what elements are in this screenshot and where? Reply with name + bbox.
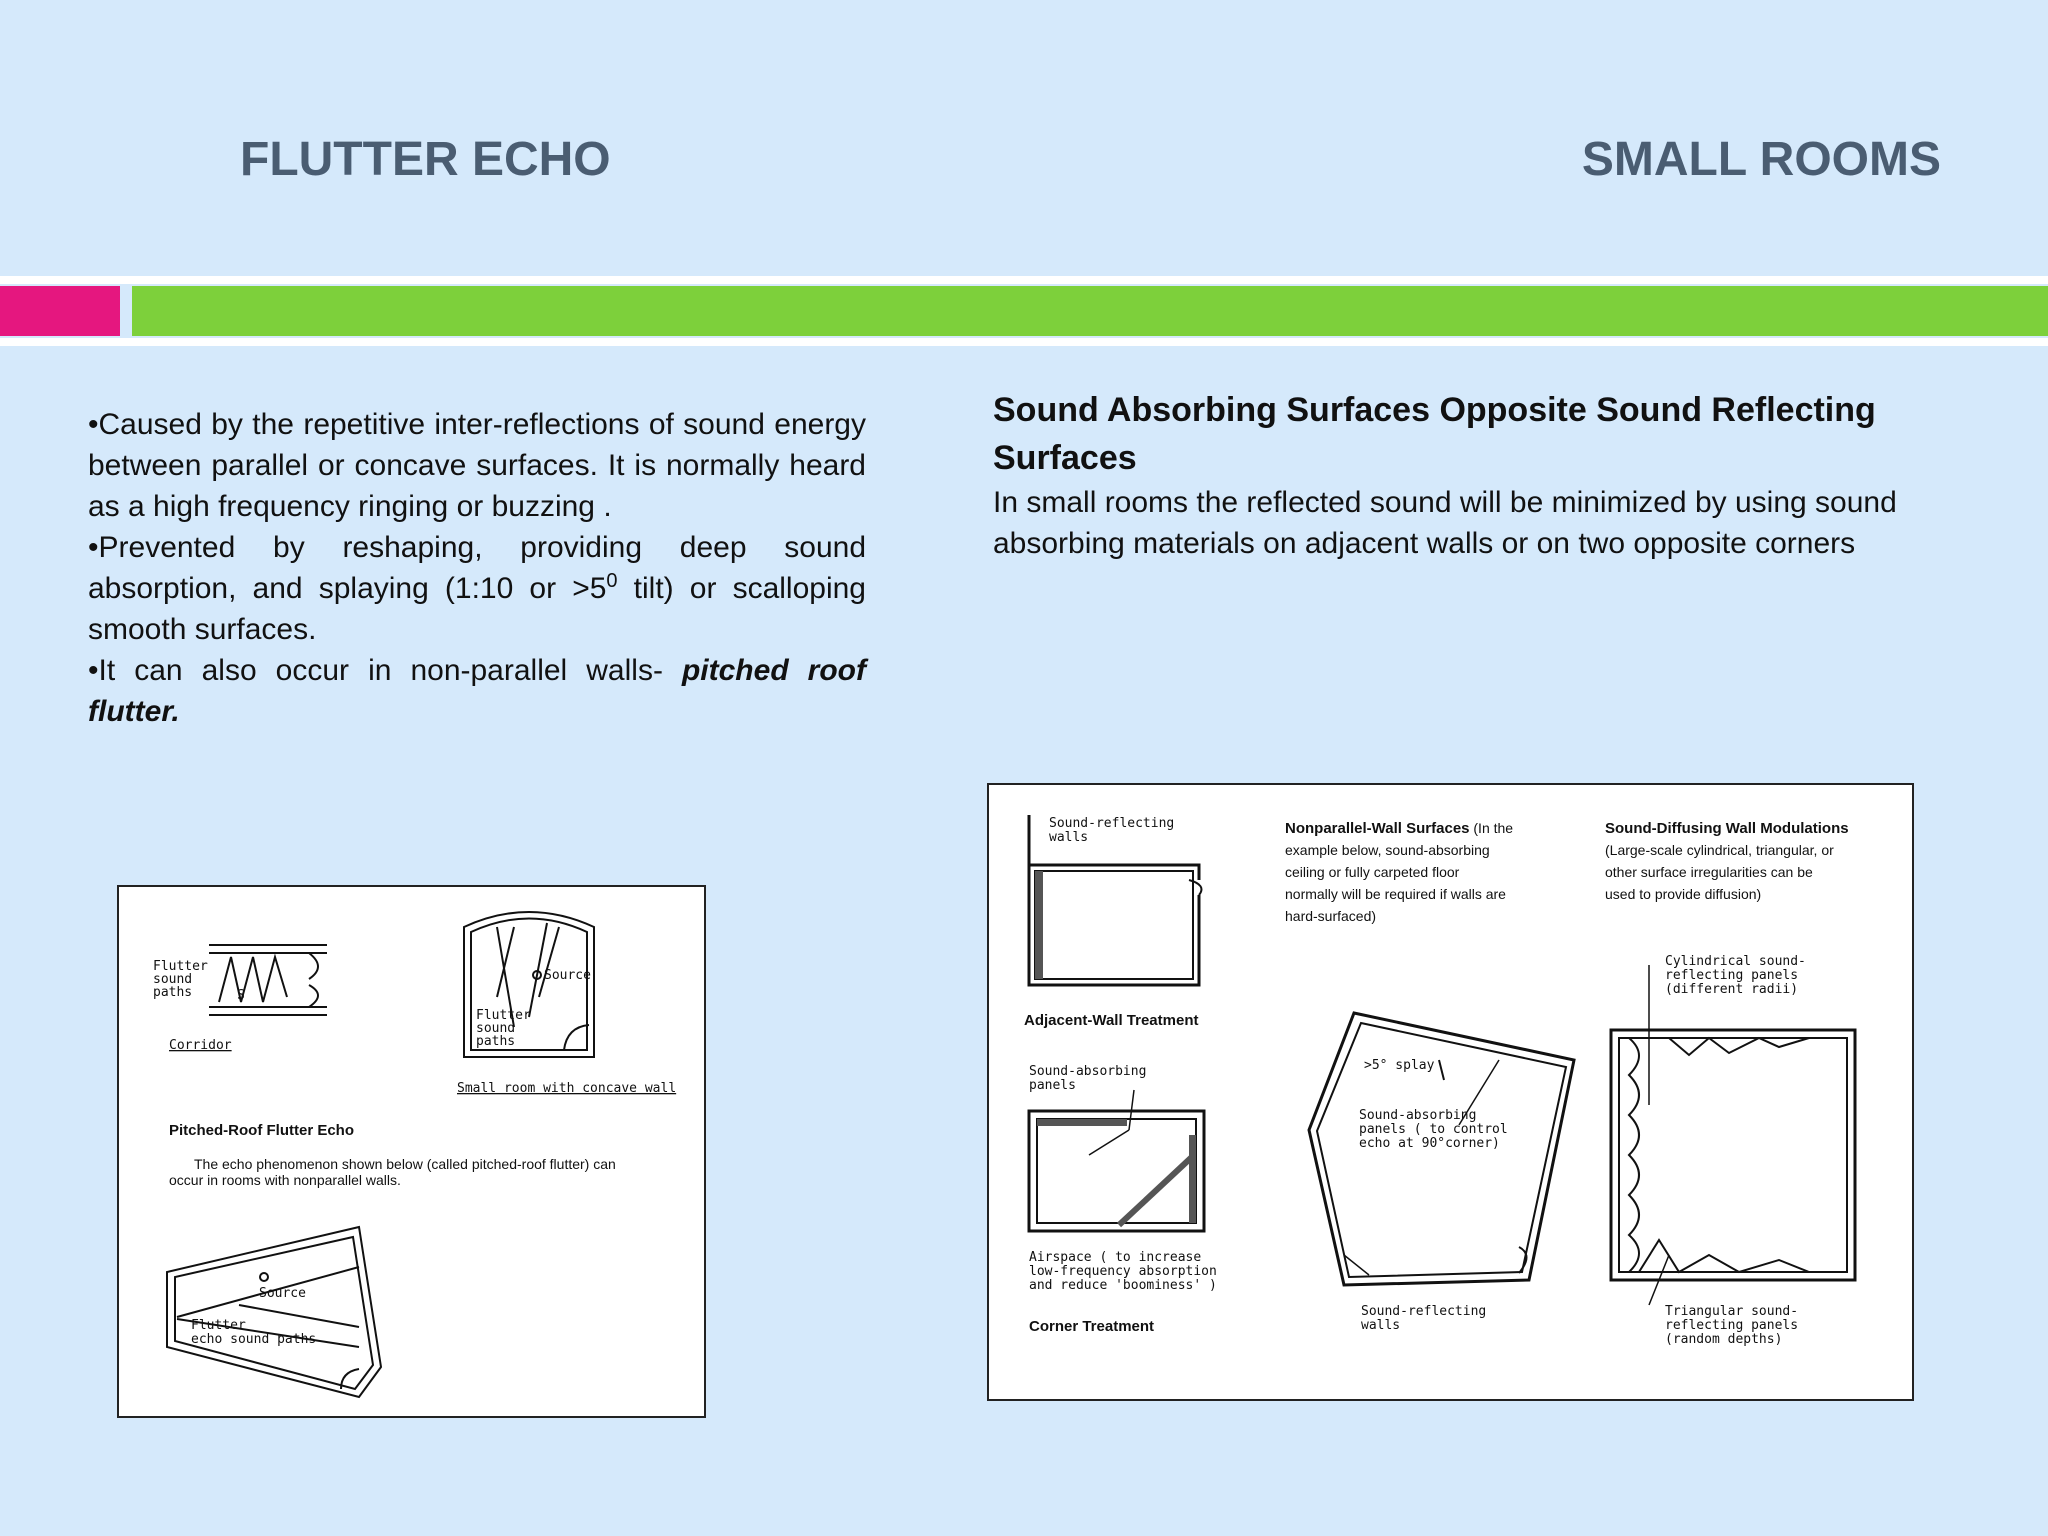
diffusing-room xyxy=(1611,965,1855,1305)
pitched-roof-emphasis: pitched roof flutter. xyxy=(88,654,866,728)
right-heading: Sound Absorbing Surfaces Opposite Sound Reflecting Surfaces xyxy=(993,391,1876,477)
slide-title-right: SMALL ROOMS xyxy=(1581,133,1941,186)
flutter-echo-diagram xyxy=(117,885,706,1418)
small-rooms-diagram xyxy=(987,783,1914,1401)
concave-label-3: paths xyxy=(476,1034,516,1049)
pitched-roof-desc-1: The echo phenomenon shown below (called pitched-roof flutter) can xyxy=(194,1156,616,1172)
diffusing-text-3: used to provide diffusion) xyxy=(1605,886,1762,902)
corner-treatment-room xyxy=(1029,1090,1204,1231)
accent-block-pink xyxy=(0,286,120,336)
nonparallel-text-2: example below, sound-absorbing xyxy=(1285,842,1490,858)
bullet-prevented-by: •Prevented by reshaping, providing deep sound absorption, and splaying (1:10 or $>5^0$ tilt) or scalloping smooth surfaces. xyxy=(88,531,866,646)
np-absorb-label-3: echo at 90°corner) xyxy=(1359,1136,1500,1151)
nonparallel-title: Nonparallel-Wall Surfaces xyxy=(1285,820,1470,837)
pitched-label-1: Flutter xyxy=(191,1318,246,1333)
splay-label: >5° splay xyxy=(1364,1058,1435,1073)
np-reflect-label-1: Sound-reflecting xyxy=(1361,1304,1487,1319)
bullet-non-parallel: •It can also occur in non-parallel walls- pitched roof flutter. xyxy=(88,654,866,728)
reflect-label-1: Sound-reflecting xyxy=(1049,816,1175,831)
accent-bar-green xyxy=(132,286,2048,336)
left-text-block xyxy=(88,404,866,732)
slide-title-left: FLUTTER ECHO xyxy=(240,133,611,186)
absorb-label-1: Sound-absorbing xyxy=(1029,1064,1147,1079)
cyl-label-1: Cylindrical sound- xyxy=(1665,954,1806,969)
pitched-roof-title: Pitched-Roof Flutter Echo xyxy=(169,1122,354,1139)
corridor-caption: Corridor xyxy=(169,1038,232,1053)
nonparallel-text-5: hard-surfaced) xyxy=(1285,908,1377,924)
corner-treatment-caption: Corner Treatment xyxy=(1029,1318,1155,1335)
tri-label-2: reflecting panels xyxy=(1665,1318,1799,1333)
airspace-label-3: and reduce 'boominess' ) xyxy=(1029,1278,1217,1293)
pitched-roof-diagram xyxy=(167,1227,381,1397)
concave-caption: Small room with concave wall xyxy=(457,1081,677,1096)
concave-label-2: sound xyxy=(476,1021,516,1036)
right-text-block xyxy=(993,386,1953,564)
corridor-diagram xyxy=(209,945,327,1015)
diffusing-text-2: other surface irregularities can be xyxy=(1605,864,1813,880)
diffusing-title: Sound-Diffusing Wall Modulations xyxy=(1605,820,1849,837)
tri-label-3: (random depths) xyxy=(1665,1332,1783,1347)
pitched-label-2: echo sound paths xyxy=(191,1332,317,1347)
concave-source-label: Source xyxy=(544,968,591,983)
accent-divider-bottom xyxy=(0,338,2048,346)
cyl-label-2: reflecting panels xyxy=(1665,968,1799,983)
right-body-text: In small rooms the reflected sound will be minimized by using sound absorbing materials on adjacent walls or on two opposite corners xyxy=(993,486,1897,560)
corridor-label-2: sound xyxy=(153,972,193,987)
flutter-echo-drawing xyxy=(119,887,704,1416)
cyl-label-3: (different radii) xyxy=(1665,982,1799,997)
reflect-label-2: walls xyxy=(1049,830,1089,845)
bullet-caused-by: •Caused by the repetitive inter-reflections of sound energy between parallel or concave surfaces. It is normally heard as a high frequency ringing or buzzing . xyxy=(88,408,866,523)
absorb-label-2: panels xyxy=(1029,1078,1076,1093)
nonparallel-text-1: (In the xyxy=(1469,820,1514,836)
concave-label-1: Flutter xyxy=(476,1008,531,1023)
small-rooms-drawing xyxy=(989,785,1912,1399)
corridor-label-1: Flutter xyxy=(153,959,208,974)
corridor-label-3: paths xyxy=(153,985,193,1000)
nonparallel-text-3: ceiling or fully carpeted floor xyxy=(1285,864,1460,880)
airspace-label-1: Airspace ( to increase xyxy=(1029,1250,1202,1265)
tri-label-1: Triangular sound- xyxy=(1665,1304,1799,1319)
corridor-source-label: S xyxy=(237,988,245,1003)
accent-divider-top xyxy=(0,276,2048,284)
np-absorb-label-2: panels ( to control xyxy=(1359,1122,1508,1137)
nonparallel-text-4: normally will be required if walls are xyxy=(1285,886,1506,902)
np-absorb-label-1: Sound-absorbing xyxy=(1359,1108,1477,1123)
airspace-label-2: low-frequency absorption xyxy=(1029,1264,1217,1279)
diffusing-text-1: (Large-scale cylindrical, triangular, or xyxy=(1605,842,1834,858)
pitched-roof-desc-2: occur in rooms with nonparallel walls. xyxy=(169,1172,401,1188)
np-reflect-label-2: walls xyxy=(1361,1318,1401,1333)
degree-superscript: 0 xyxy=(606,570,618,592)
nonparallel-title-line xyxy=(1285,820,1513,837)
pitched-source-label: Source xyxy=(259,1286,306,1301)
adjacent-wall-caption: Adjacent-Wall Treatment xyxy=(1024,1012,1199,1029)
